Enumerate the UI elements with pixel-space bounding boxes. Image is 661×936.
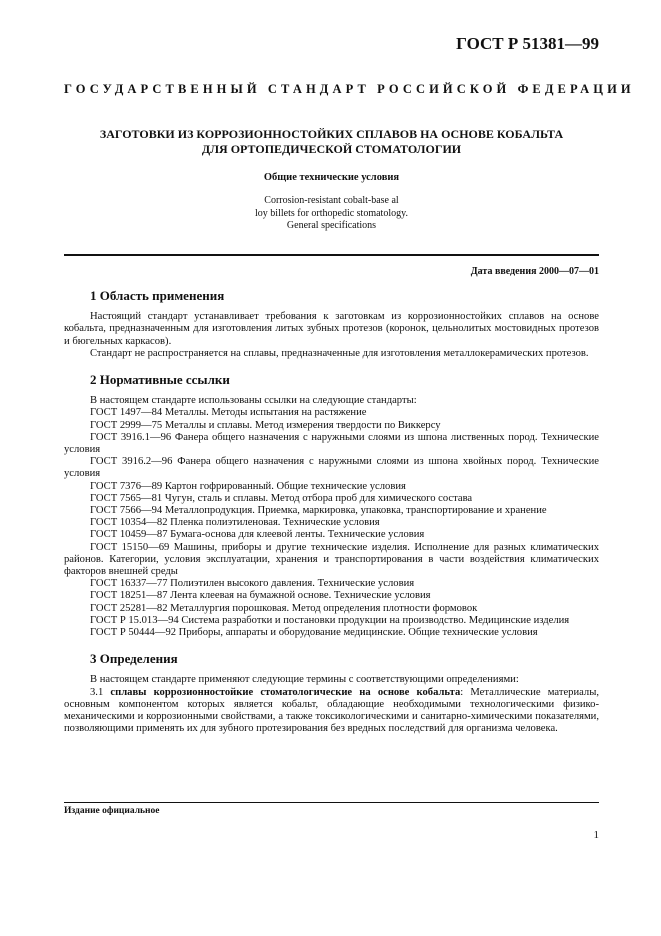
standard-code: ГОСТ Р 51381—99 [456, 34, 599, 53]
reference-item: ГОСТ 1497—84 Металлы. Методы испытания на растяжение [90, 407, 367, 419]
document-title [64, 127, 599, 157]
document-subtitle: Общие технические условия [263, 172, 400, 183]
reference-item: ГОСТ 10459—87 Бумага-основа для клеевой ленты. Технические условия [90, 529, 425, 541]
title-line-2: ДЛЯ ОРТОПЕДИЧЕСКОЙ СТОМАТОЛОГИИ [201, 142, 462, 156]
reference-item: ГОСТ 7376—89 Картон гофрированный. Общие технические условия [90, 480, 406, 492]
definition-3-1 [64, 687, 599, 736]
definition-term: сплавы коррозионностойкие стоматологические на основе кобальта [110, 686, 461, 698]
section-1-paragraph-1: Настоящий стандарт устанавливает требования к заготовкам из коррозионностойких сплавов на основе кобальта, предназначенным для изготовления литых зубных протезов (коронок, цельнолитых мостовидных протезов и бюгельных каркасов). [64, 311, 599, 347]
document-body [64, 290, 599, 736]
section-1-title: 1 Область применения [90, 288, 225, 303]
official-edition-label: Издание официальное [64, 806, 160, 816]
introduction-date: Дата введения 2000—07—01 [470, 266, 599, 277]
reference-item: ГОСТ 3916.1—96 Фанера общего назначения с наружными слоями из шпона лиственных пород. Технические условия [64, 431, 599, 456]
definition-text: : Металлические материалы, основным компонентом которых является кобальт, обладающие необходимыми технологическими физико-механическими и коррозионными свойствами, а также токсикологическими и санитарно-химическими показателями, позволяющими применять их для зубного протезирования без вредных последствий для организма человека. [64, 686, 599, 735]
section-3-intro: В настоящем стандарте применяют следующие термины с соответствующими определениями: [90, 674, 519, 686]
reference-item: ГОСТ 18251—87 Лента клеевая на бумажной основе. Технические условия [90, 590, 431, 602]
footer-divider [64, 802, 599, 803]
definition-number: 3.1 [90, 686, 104, 698]
reference-item: ГОСТ 2999—75 Металлы и сплавы. Метод измерения твердости по Виккерсу [90, 419, 441, 431]
section-2-title: 2 Нормативные ссылки [90, 372, 230, 388]
section-2-intro: В настоящем стандарте использованы ссылки на следующие стандарты: [90, 395, 417, 407]
section-3-title: 3 Определения [90, 651, 178, 667]
section-1-paragraph-2: Стандарт не распространяется на сплавы, предназначенные для изготовления металлокерамических протезов. [90, 347, 589, 359]
english-title-line-2: loy billets for orthopedic stomatology. [255, 207, 408, 219]
english-title-line-1: Corrosion-resistant cobalt-base al [264, 195, 399, 206]
reference-item: ГОСТ 7565—81 Чугун, сталь и сплавы. Метод отбора проб для химического состава [90, 492, 473, 504]
reference-item: ГОСТ 25281—82 Металлургия порошковая. Метод определения плотности формовок [90, 602, 478, 614]
page-number: 1 [593, 829, 599, 841]
reference-item: ГОСТ Р 50444—92 Приборы, аппараты и оборудование медицинские. Общие технические условия [90, 627, 538, 639]
header-divider [64, 254, 599, 256]
english-title-line-3: General specifications [286, 220, 377, 231]
reference-item: ГОСТ 16337—77 Полиэтилен высокого давления. Технические условия [90, 578, 415, 590]
english-title [64, 195, 599, 233]
title-line-1: ЗАГОТОВКИ ИЗ КОРРОЗИОННОСТОЙКИХ СПЛАВОВ НА ОСНОВЕ КОБАЛЬТА [99, 127, 564, 141]
reference-item: ГОСТ 7566—94 Металлопродукция. Приемка, маркировка, упаковка, транспортирование и хранение [90, 505, 547, 517]
reference-item: ГОСТ Р 15.013—94 Система разработки и постановки продукции на производство. Медицинские изделия [90, 614, 570, 626]
reference-item: ГОСТ 3916.2—96 Фанера общего назначения с наружными слоями из шпона хвойных пород. Технические условия [64, 456, 599, 480]
reference-item: ГОСТ 10354—82 Пленка полиэтиленовая. Технические условия [90, 517, 380, 529]
state-standard-heading: ГОСУДАРСТВЕННЫЙ СТАНДАРТ РОССИЙСКОЙ ФЕДЕРАЦИИ [64, 82, 635, 96]
reference-item: ГОСТ 15150—69 Машины, приборы и другие технические изделия. Исполнение для разных климатических районов. Категории, условия эксплуатации, хранения и транспортирования в части воздействия климатических факторов внешней среды [64, 541, 599, 578]
